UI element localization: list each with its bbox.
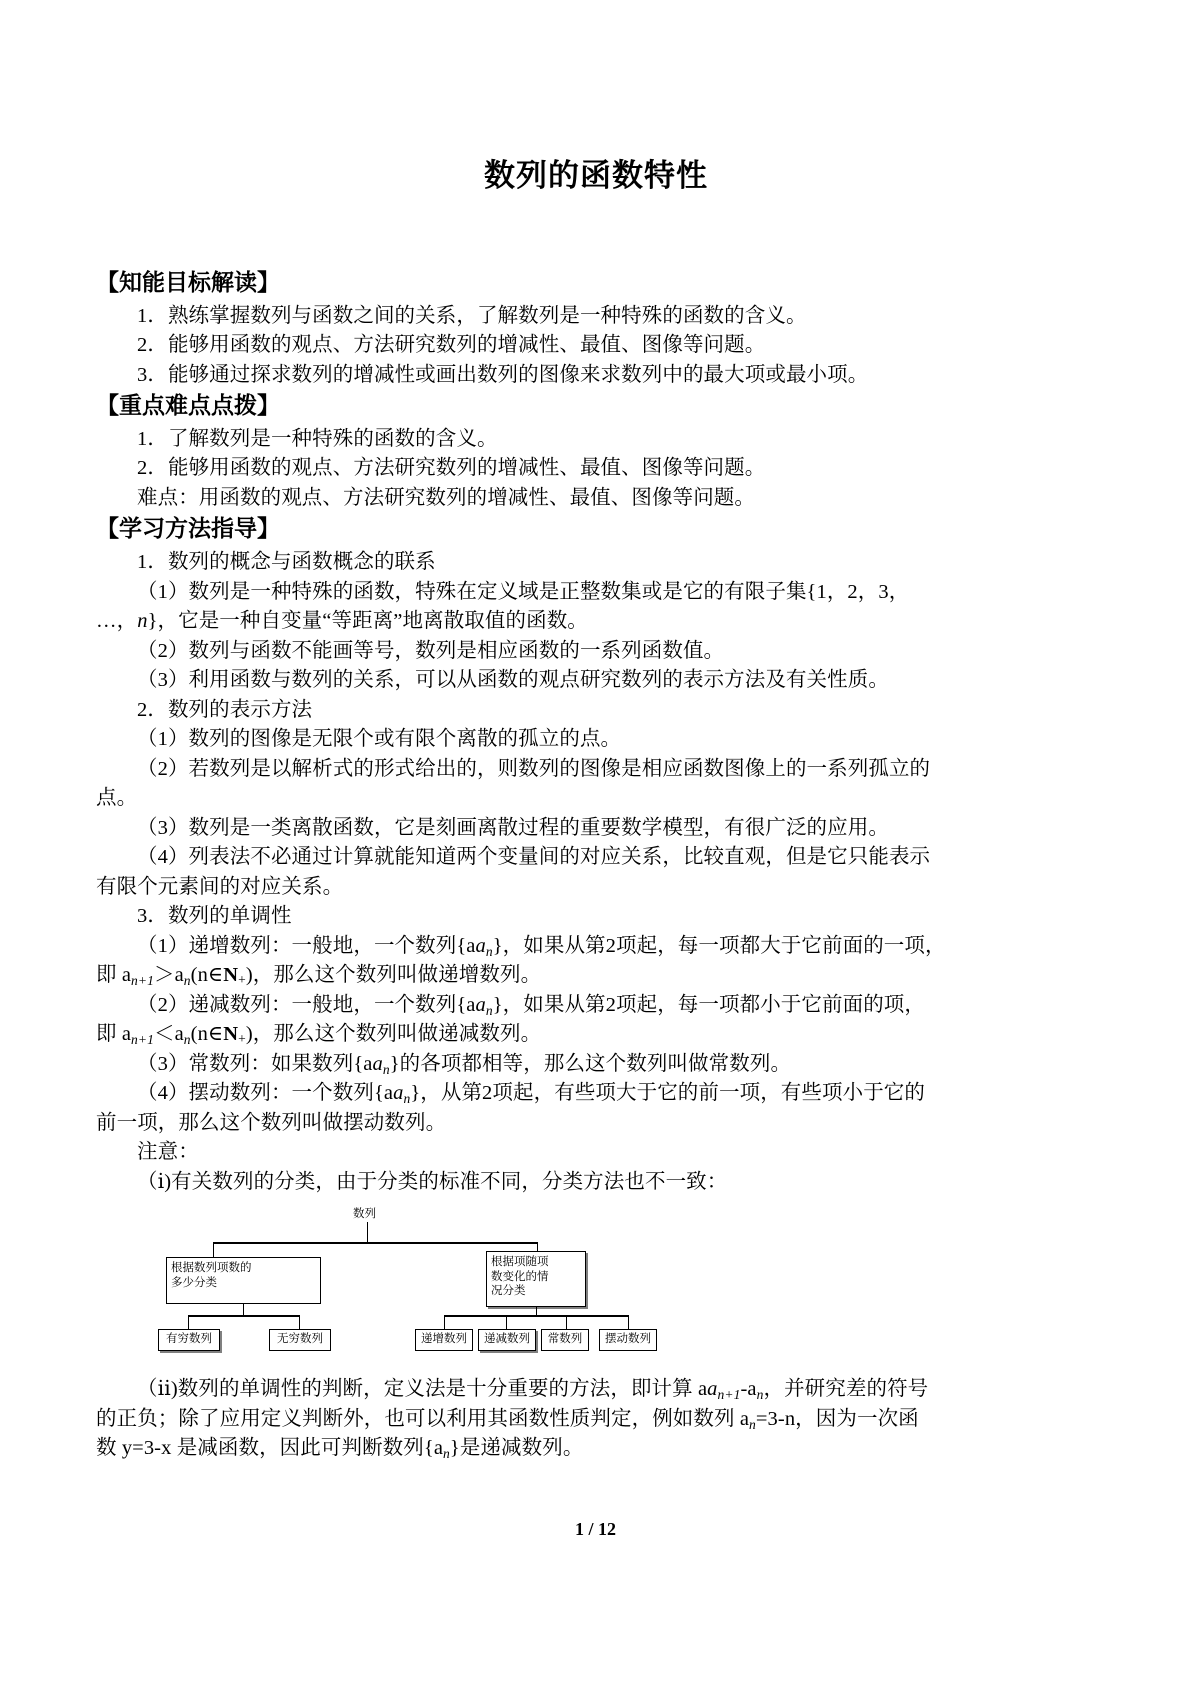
note-label: 注意： <box>137 1141 199 1164</box>
subscript-n7: n <box>756 1387 764 1403</box>
mono-dec-operator: ＜a <box>153 1023 184 1046</box>
subscript-n2: n <box>183 973 191 989</box>
mono-inc-text-tail: }，如果从第2项起，每一项都大于它前面的一项， <box>492 934 946 957</box>
subscript-n8: n <box>749 1416 756 1432</box>
flowchart-branch2-line3: 况分类 <box>491 1285 526 1298</box>
mono-constant-line <box>96 1050 1096 1080</box>
study-item2-p3: （3）数列是一类离散函数，它是刻画离散过程的重要数学模型，有很广泛的应用。 <box>137 816 889 839</box>
mono-inc-operator: ＞a <box>153 964 184 987</box>
natural-numbers-symbol: N <box>223 964 239 987</box>
flowchart-leaf2-stem <box>299 1315 300 1329</box>
goal-item-2: 2．能够用函数的观点、方法研究数列的增减性、最值、图像等问题。 <box>137 334 766 357</box>
flowchart-branch2-line1: 根据项随项 <box>491 1256 549 1269</box>
mono-increasing-line2 <box>96 961 1096 991</box>
flowchart-leaf-swinging: 摆动数列 <box>599 1329 657 1351</box>
mono-decreasing-line2 <box>96 1020 1096 1050</box>
flowchart-branch1-line2: 多少分类 <box>171 1276 217 1289</box>
subscript-n9: n <box>443 1446 450 1462</box>
study-item1-p1-line2 <box>96 607 1096 637</box>
flowchart-branch2-line2: 数变化的情 <box>491 1270 549 1283</box>
subscript-plus-2: + <box>238 1031 246 1047</box>
study-item1-p3: （3）利用函数与数列的关系，可以从函数的观点研究数列的表示方法及有关性质。 <box>137 669 889 692</box>
study-item2-p4-line1: （4）列表法不必通过计算就能知道两个变量间的对应关系，比较直观，但是它只能表示 <box>137 846 931 869</box>
flowchart-branch1-line1: 根据数列项数的 <box>171 1262 252 1275</box>
mono-inc-domain-open: (n∈ <box>190 964 224 987</box>
page-number: 1 / 12 <box>574 1519 616 1539</box>
study-item1-p1-line1: （1）数列是一种特殊的函数，特殊在定义域是正整数集或是它的有限子集{1，2，3， <box>137 580 910 603</box>
note-item-ii-line2 <box>96 1405 1096 1435</box>
mono-inc-formula-pre: 即 a <box>96 964 132 987</box>
subscript-n-plus-1c: n+1 <box>717 1387 741 1403</box>
mono-const-text-a: （3）常数列：如果数列{a <box>137 1052 373 1075</box>
study-item1-title: 1．数列的概念与函数概念的联系 <box>137 551 436 574</box>
flowchart-leaf-decreasing: 递减数列 <box>478 1329 536 1351</box>
mono-inc-text-a: （1）递增数列：一般地，一个数列{a <box>137 934 476 957</box>
flowchart-branch2-connector <box>444 1315 629 1316</box>
section-heading-study-method: 【学习方法指导】 <box>96 516 280 542</box>
mono-dec-formula-tail: )，那么这个数列叫做递减数列。 <box>245 1023 542 1046</box>
note-ii-line2-b: =3-n，因为一次函 <box>755 1407 919 1430</box>
natural-numbers-symbol-2: N <box>223 1023 239 1046</box>
study-item3-title: 3．数列的单调性 <box>137 905 292 928</box>
mono-dec-domain-open: (n∈ <box>190 1023 224 1046</box>
sequence-classification-flowchart <box>156 1205 676 1365</box>
flowchart-branch2-down <box>536 1307 537 1315</box>
goal-item-1: 1．熟练掌握数列与函数之间的关系，了解数列是一种特殊的函数的含义。 <box>137 304 807 327</box>
section-heading-knowledge-goals: 【知能目标解读】 <box>96 270 280 295</box>
variable-n: n <box>137 610 148 633</box>
sequence-symbol-a: a <box>475 934 486 957</box>
flowchart-leaf3-stem <box>444 1315 445 1329</box>
mono-swing-text-a: （4）摆动数列：一个数列{a <box>137 1082 394 1105</box>
flowchart-leaf-finite: 有穷数列 <box>158 1329 220 1351</box>
mono-dec-text-a: （2）递减数列：一般地，一个数列{a <box>137 993 476 1016</box>
note-ii-line2-a: 的正负；除了应用定义判断外，也可以利用其函数性质判定，例如数列 a <box>96 1407 750 1430</box>
note-ii-minus-a: -a <box>740 1378 757 1401</box>
note-ii-line3-tail: }是递减数列。 <box>449 1437 584 1460</box>
flowchart-leaf-infinite: 无穷数列 <box>269 1329 331 1351</box>
flowchart-branch2-box <box>486 1251 586 1307</box>
flowchart-branch1-box <box>166 1257 321 1304</box>
study-item2-p2-line2: 点。 <box>96 787 138 810</box>
mono-decreasing-line1 <box>96 991 1096 1021</box>
page-title: 数列的函数特性 <box>484 158 708 193</box>
term-a-next: a <box>707 1378 718 1401</box>
subscript-n5: n <box>382 1061 390 1077</box>
mono-swing-line1 <box>96 1079 1096 1109</box>
section-heading-key-difficulties: 【重点难点点拨】 <box>96 393 280 419</box>
flowchart-branch1-connector <box>188 1315 300 1316</box>
key-item-3: 难点：用函数的观点、方法研究数列的增减性、最值、图像等问题。 <box>137 486 755 509</box>
study-item1-p2: （2）数列与函数不能画等号，数列是相应函数的一系列函数值。 <box>137 639 725 662</box>
mono-swing-text-tail: }，从第2项起，有些项大于它的前一项，有些项小于它的 <box>410 1082 926 1105</box>
subscript-n-plus-1: n+1 <box>131 973 154 989</box>
flowchart-branch2-stem <box>537 1242 538 1251</box>
note-item-i: （ⅰ)有关数列的分类，由于分类的标准不同，分类方法也不一致： <box>137 1170 728 1193</box>
mono-dec-text-tail: }，如果从第2项起，每一项都小于它前面的项， <box>492 993 926 1016</box>
sequence-symbol-a2: a <box>475 993 486 1016</box>
subscript-n4: n <box>183 1032 191 1048</box>
flowchart-root-stem <box>367 1222 368 1243</box>
flowchart-leaf-increasing: 递增数列 <box>415 1329 473 1351</box>
flowchart-leaf5-stem <box>566 1315 567 1329</box>
subscript-n6: n <box>403 1091 411 1107</box>
sequence-symbol-a3: a <box>372 1052 383 1075</box>
study-item2-p2-line1: （2）若数列是以解析式的形式给出的，则数列的图像是相应函数图像上的一系列孤立的 <box>137 757 931 780</box>
note-item-ii-line1 <box>96 1375 1096 1405</box>
study-item2-p1: （1）数列的图像是无限个或有限个离散的孤立的点。 <box>137 728 622 751</box>
goal-item-3: 3．能够通过探求数列的增减性或画出数列的图像来求数列中的最大项或最小项。 <box>137 363 869 386</box>
study-item2-title: 2．数列的表示方法 <box>137 698 313 721</box>
flowchart-root-label: 数列 <box>353 1208 376 1221</box>
flowchart-leaf1-stem <box>188 1315 189 1329</box>
flowchart-leaf4-stem <box>506 1315 507 1329</box>
mono-dec-formula-pre: 即 a <box>96 1023 132 1046</box>
document-content <box>96 0 1096 1464</box>
mono-const-text-tail: }的各项都相等，那么这个数列叫做常数列。 <box>389 1052 792 1075</box>
subscript-plus: + <box>238 972 246 988</box>
ellipsis-n-text: …， <box>96 610 138 633</box>
study-item2-p4-line2: 有限个元素间的对应关系。 <box>96 875 344 898</box>
key-item-1: 1．了解数列是一种特殊的函数的含义。 <box>137 427 498 450</box>
subscript-n3: n <box>485 1002 493 1018</box>
study-item1-p1-line2-tail: }，它是一种自变量“等距离”地离散取值的函数。 <box>147 610 588 633</box>
title-spacer <box>96 195 1096 267</box>
flowchart-top-connector <box>213 1242 538 1243</box>
mono-inc-formula-tail: )，那么这个数列叫做递增数列。 <box>245 964 542 987</box>
note-ii-line3-a: 数 y=3-x 是减函数，因此可判断数列{a <box>96 1437 444 1460</box>
mono-swing-line2: 前一项，那么这个数列叫做摆动数列。 <box>96 1111 447 1134</box>
subscript-n-plus-1b: n+1 <box>131 1032 154 1048</box>
note-ii-text-tail: ，并研究差的符号 <box>763 1378 929 1401</box>
note-ii-text-a: （ⅱ)数列的单调性的判断，定义法是十分重要的方法，即计算 a <box>137 1378 708 1401</box>
key-item-2: 2．能够用函数的观点、方法研究数列的增减性、最值、图像等问题。 <box>137 457 766 480</box>
flowchart-leaf6-stem <box>628 1315 629 1329</box>
flowchart-leaf-constant: 常数列 <box>541 1329 589 1351</box>
note-item-ii-line3 <box>96 1434 1096 1464</box>
mono-increasing-line1 <box>96 932 1096 962</box>
sequence-symbol-a4: a <box>393 1082 404 1105</box>
flowchart-branch1-stem <box>213 1242 214 1257</box>
subscript-n: n <box>485 943 493 959</box>
